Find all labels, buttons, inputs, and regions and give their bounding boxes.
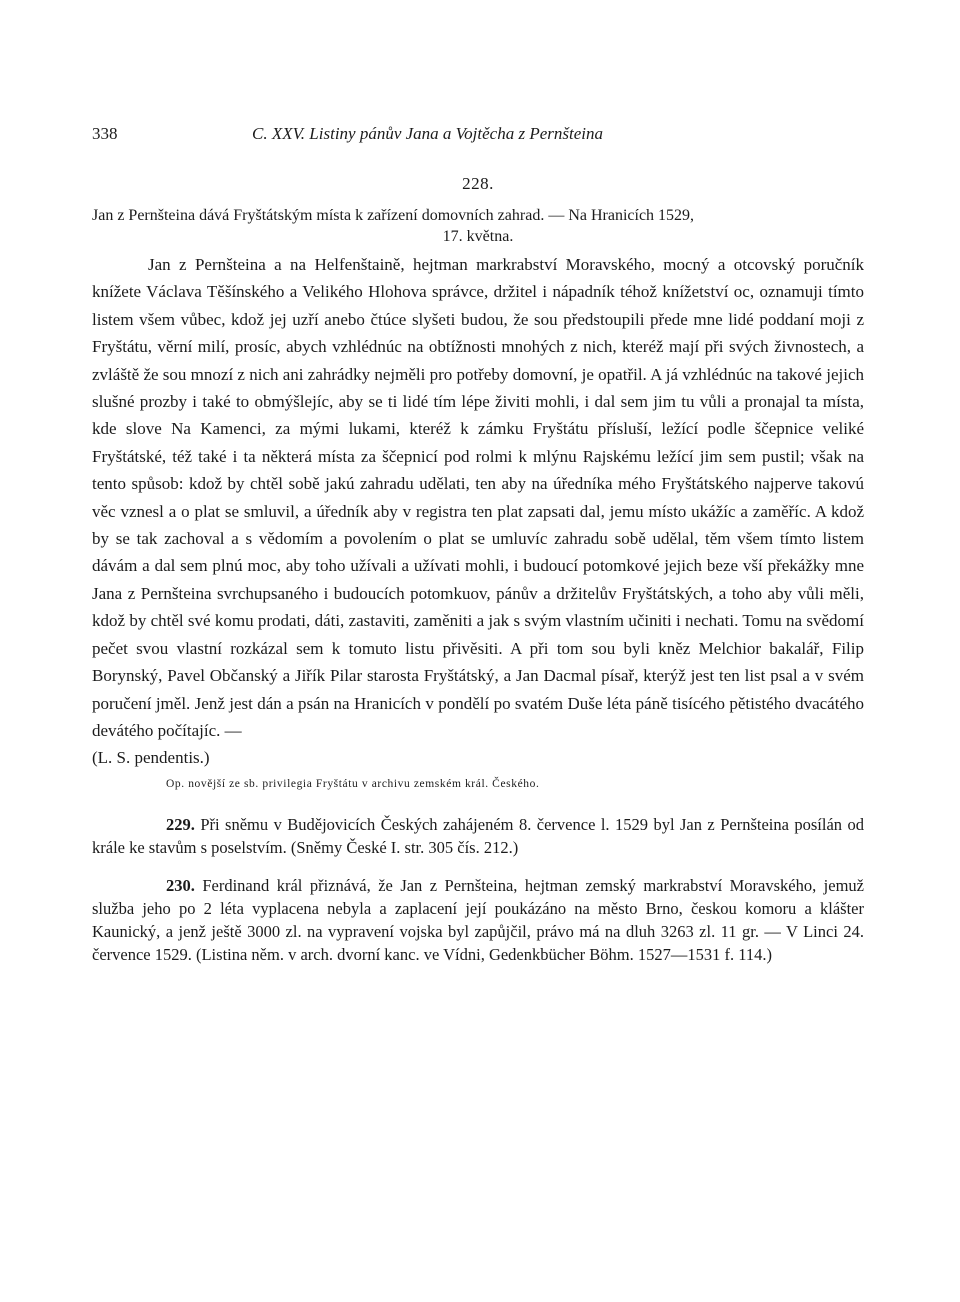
page-header: [92, 124, 864, 148]
seal-note: (L. S. pendentis.): [92, 748, 210, 768]
regest-number: 229.: [166, 814, 195, 834]
source-note: Op. novější ze sb. privilegia Fryštátu v archivu zemském král. Českého.: [166, 777, 540, 790]
running-title: C. XXV. Listiny pánův Jana a Vojtěcha z Pernšteina: [252, 124, 603, 143]
document-number: 228.: [462, 174, 494, 193]
regest-230: [92, 874, 864, 966]
page-number: 338: [92, 124, 118, 143]
summary-text: Jan z Pernšteina dává Fryštátským místa k zařízení domovních zahrad. — Na Hranicích 1529,: [92, 207, 695, 224]
regest-229: [92, 813, 864, 859]
regest-text: Při sněmu v Budějovicích Českých zahájeném 8. července l. 1529 byl Jan z Pernšteina posílán od krále ke stavům s poselstvím. (Sněmy České I. str. 305 čís. 212.): [92, 814, 864, 857]
book-page: [92, 124, 864, 966]
regest-text: Ferdinand král přiznává, že Jan z Pernšteina, hejtman zemský markrabství Moravského, jemuž služba jeho po 2 léta vyplacena nebyla a zaplacení její poukázáno na město Brno, českou komoru a klášter Kaunický, a jenž ještě 3000 zl. na vypravení vojska byl zapůjčil, právo má na dluh 3263 zl. 11 gr. — V Linci 24. července 1529. (Listina něm. v arch. dvorní kanc. ve Vídni, Gedenkbücher Böhm. 1527—1531 f. 114.): [92, 875, 865, 964]
body-paragraph: Jan z Pernšteina a na Helfenštaině, hejtman markrabství Moravského, mocný a otcovský poručník knížete Václava Těšínského a Velikého Hlohova správce, držitel i nápadník téhož knížetství oc, oznamuji tímto listem všem vůbec, kdož jej uzří anebo čtúce slyšeti budou, že sou předstoupili přede mne lidé poddaní moji z Fryštátu, věrní milí, prosíc, abych vzhlédnúc na obtížnosti mnohých z nich, kteréž mají při svých živnostech, a zvláště že sou mnozí z nich ani zahrádky nejměli pro potřeby domovní, je opatřil. A já vzhlédnúc na takové jejich slušné prozby i také to obmýšlejíc, aby se ti lidé tím lépe živiti mohli, i dal sem jim tu vůli a pronajal ta místa, kde slove Na Kamenci, za mými lukami, kteréž k zámku Fryštátu přísluší, ležící podle ščepnice veliké Fryštátské, též také i ta některá místa za ščepnicí pod rolmi k mlýnu Rajskému ležící jim sem pustil; však na tento spůsob: kdož by chtěl sobě jakú zahradu udělati, ten aby na úředníka mého Fryštátského najperve takovú věc vznesl a o plat se smluvil, a úředník aby v registra ten plat zapsati dal, jemu místo ukážíc a zaměříc. A kdož by se tak zachoval a s vědomím a povolením o plat se umluvíc zahradu sobě udělal, těm všem tímto listem dávám a dal sem plnú moc, aby toho užívali a užívati mohli, i budoucí potomkové jejich beze vší překážky mne Jana z Pernšteina svrchupsaného i budoucích potomkuov, pánův a držitelův Fryštátských, a toho aby vůli měli, kdož by chtěl své komu prodati, dáti, zastaviti, zaměniti a jak s svým vlastním učiniti i nechati. Tomu na svědomí pečet svou vlastní rozkázal sem k tomuto listu přivěsiti. A při tom sou byli kněz Melchior bakalář, Filip Borynský, Pavel Občanský a Jiřík Pilar starosta Fryštátský, a Jan Dacmal písař, kterýž jest ten list psal a v svém poručení jměl. Jenž jest dán a psán na Hranicích v pondělí po svatém Duše léta páně tisícého pětistého dvacátého devátého počítajíc. —: [92, 255, 864, 740]
document-summary: [92, 205, 864, 247]
summary-date: 17. května.: [442, 228, 514, 245]
document-body: [92, 251, 864, 772]
regest-number: 230.: [166, 875, 195, 895]
